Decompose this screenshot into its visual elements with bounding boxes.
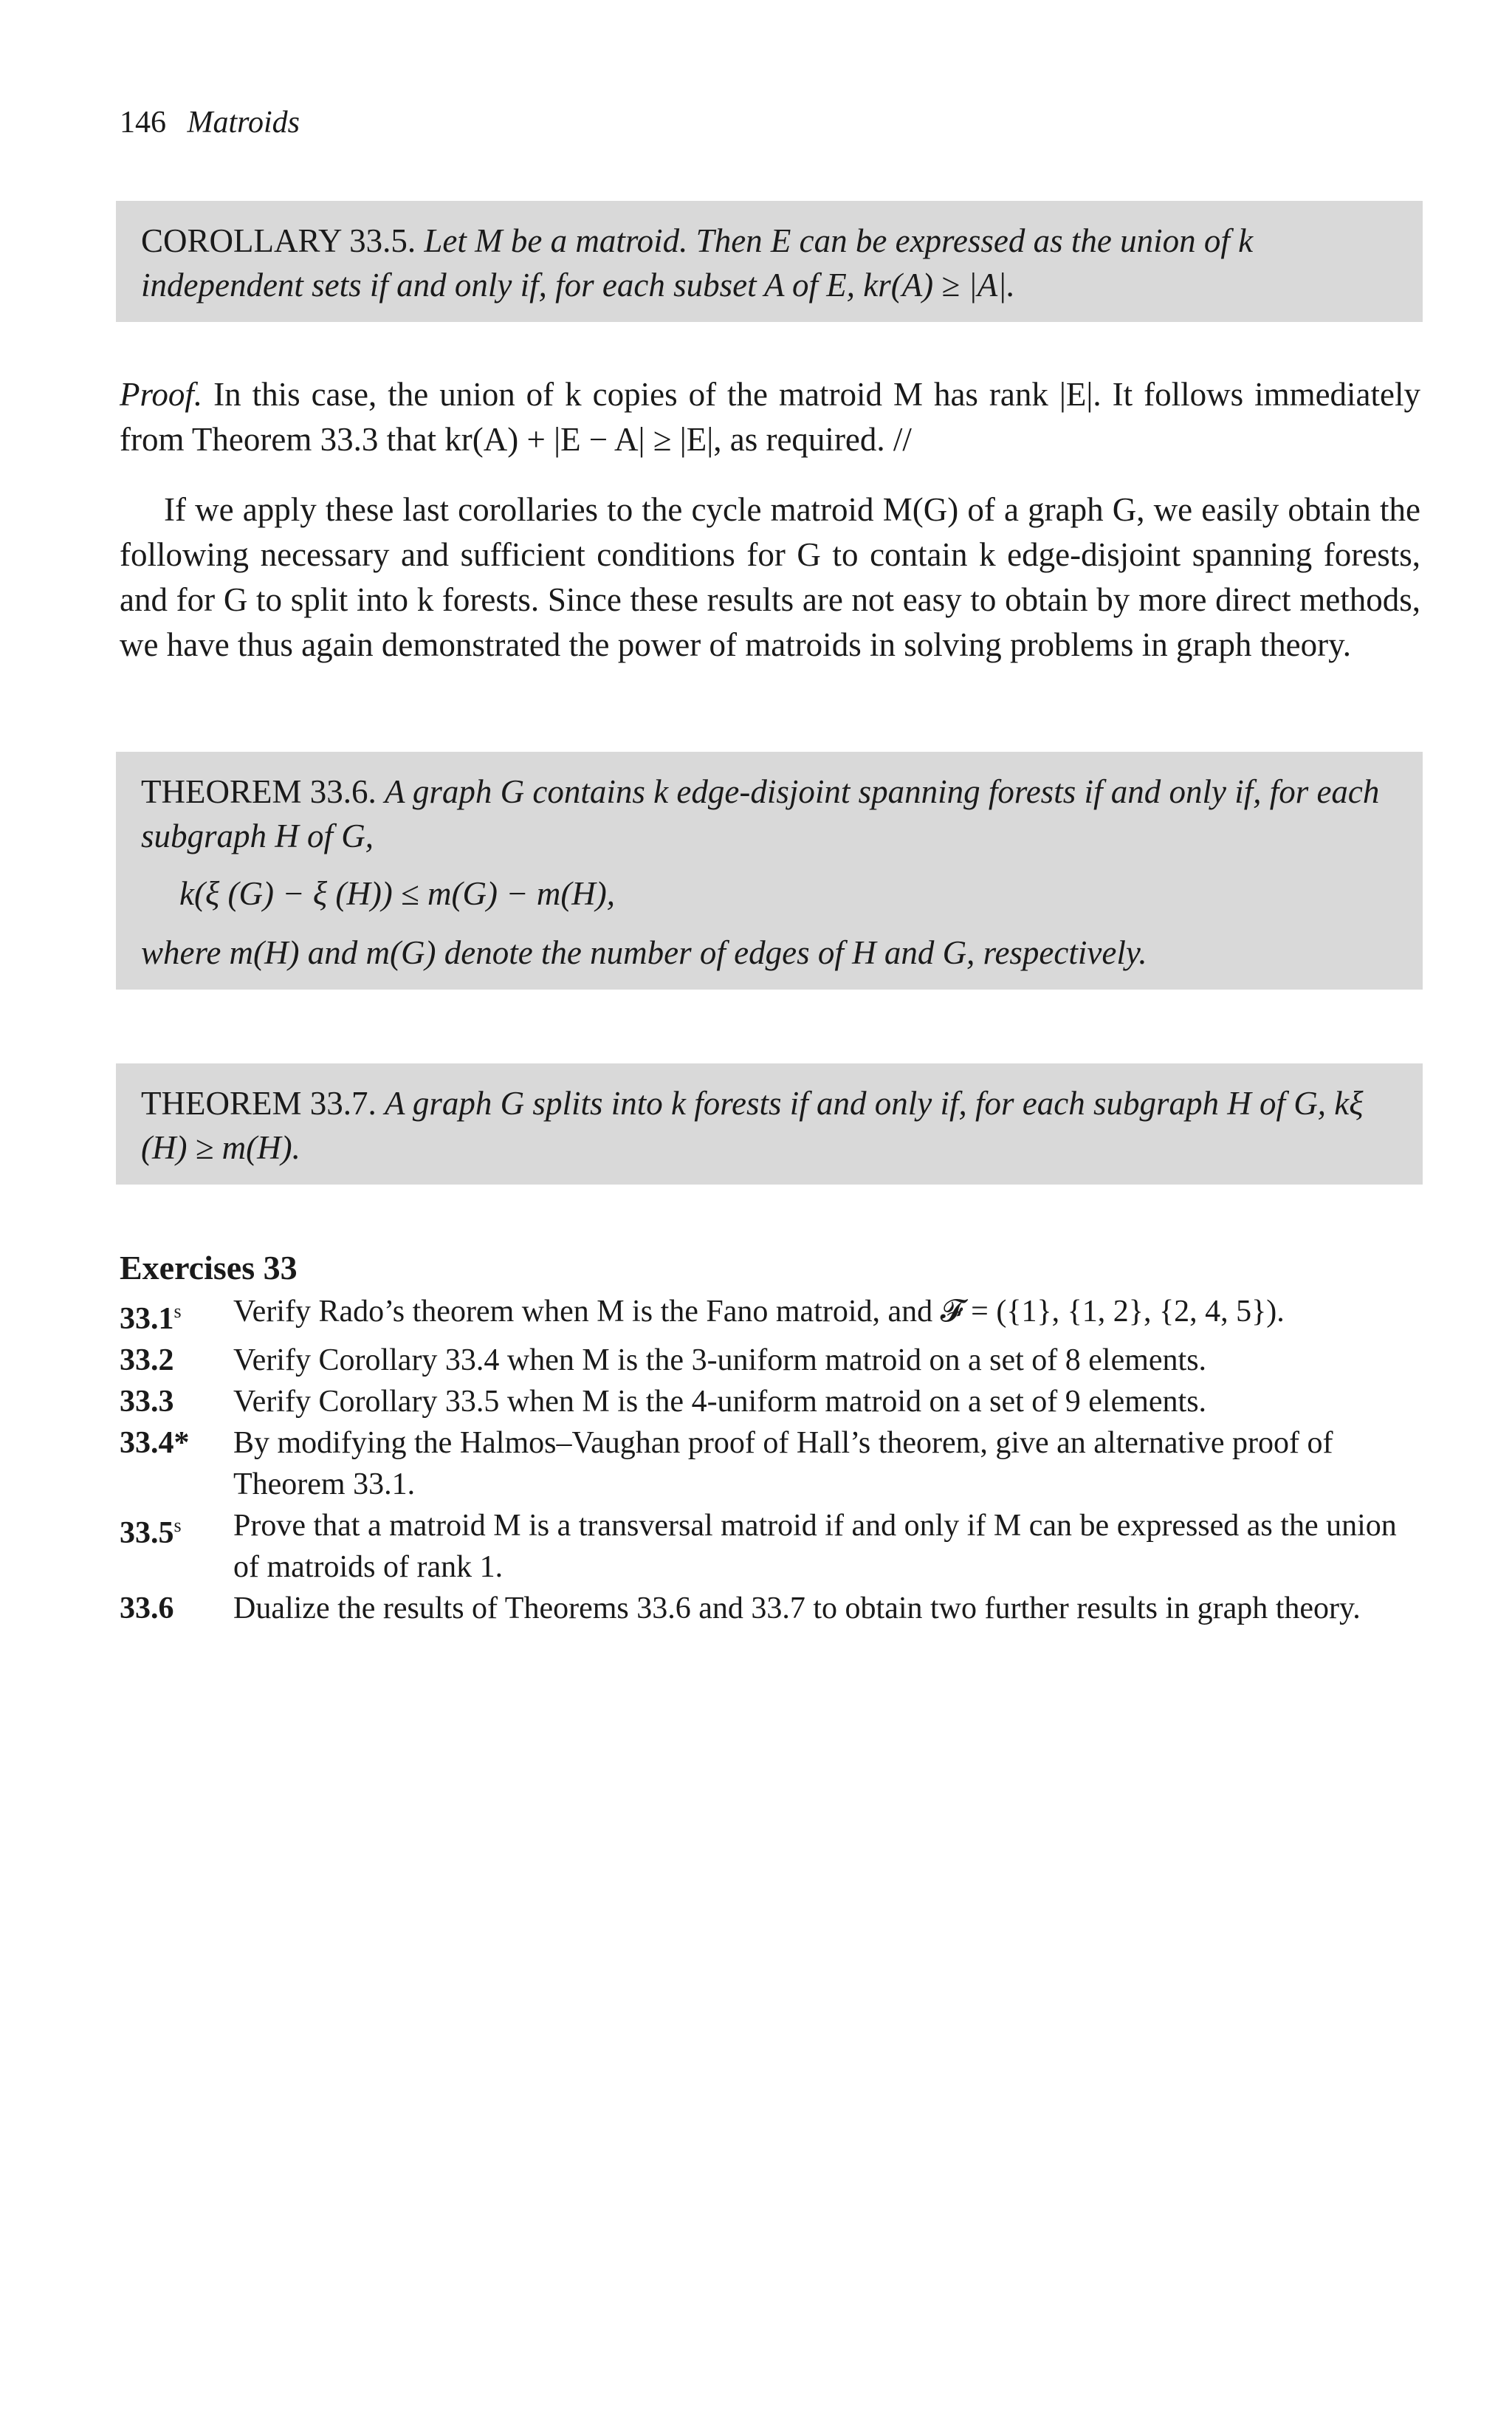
exercise-text: Verify Rado’s theorem when M is the Fano matroid, and 𝓕 = ({1}, {1, 2}, {2, 4, 5}). [233,1295,1285,1329]
running-header [120,105,300,140]
exercises-list [120,1291,1420,1629]
exercise-mark: s [173,1300,182,1322]
theorem-33-6-formula: k(ξ (G) − ξ (H)) ≤ m(G) − m(H), [179,875,616,912]
theorem-33-6-tail: where m(H) and m(G) denote the number of edges of H and G, respectively. [141,934,1147,971]
exercise-item [120,1381,1420,1422]
exercise-item [120,1340,1420,1381]
exercise-item [120,1588,1420,1629]
corollary-label: COROLLARY 33.5. [141,222,416,259]
exercise-text: Prove that a matroid M is a transversal matroid if and only if M can be expressed as the union of matroids of rank 1. [233,1509,1397,1584]
exercise-item [120,1291,1420,1340]
theorem-33-7-text: A graph G splits into k forests if and only if, for each subgraph H of G, kξ (H) ≥ m(H). [141,1085,1364,1166]
exercise-item [120,1422,1420,1505]
theorem-33-6-box [116,752,1423,990]
corollary-box [116,201,1423,322]
exercise-text: By modifying the Halmos–Vaughan proof of Hall’s theorem, give an alternative proof of Theorem 33.1. [233,1426,1333,1501]
theorem-33-6-text: A graph G contains k edge-disjoint spanning forests if and only if, for each subgraph H of G, [141,773,1380,854]
exercise-number: 33.6 [120,1591,174,1625]
exercise-text: Verify Corollary 33.5 when M is the 4-uniform matroid on a set of 9 elements. [233,1385,1207,1419]
theorem-33-7-label: THEOREM 33.7. [141,1085,377,1122]
proof-text: In this case, the union of k copies of the matroid M has rank |E|. It follows immediately from Theorem 33.3 that kr(A) + |E − A| ≥ |E|, as required. // [120,376,1421,458]
theorem-33-6-label: THEOREM 33.6. [141,773,377,810]
proof-label: Proof. [120,376,203,413]
exercise-number: 33.5 [120,1516,174,1550]
body-paragraph: If we apply these last corollaries to the cycle matroid M(G) of a graph G, we easily obtain the following necessary and sufficient conditions for G to contain k edge-disjoint spanning forests, and for G to split into k forests. Since these results are not easy to obtain by more direct methods, we have thus again demonstrated the power of matroids in solving problems in graph theory. [120,491,1420,663]
exercise-number: 33.4* [120,1426,190,1460]
running-title: Matroids [187,106,300,140]
corollary-text: Let M be a matroid. Then E can be expressed as the union of k independent sets if and only if, for each subset A of E, kr(A) ≥ |A|. [141,222,1254,304]
page-number: 146 [120,106,166,140]
theorem-33-7-box [116,1063,1423,1185]
exercise-text: Dualize the results of Theorems 33.6 and 33.7 to obtain two further results in graph theory. [233,1591,1361,1625]
exercise-number: 33.1 [120,1302,174,1336]
exercise-mark: s [173,1515,182,1536]
exercise-item [120,1505,1420,1588]
exercises-title: Exercises 33 [120,1249,298,1286]
exercise-number: 33.3 [120,1385,174,1419]
exercise-number: 33.2 [120,1343,174,1377]
proof-paragraph [120,372,1420,462]
exercise-text: Verify Corollary 33.4 when M is the 3-uniform matroid on a set of 8 elements. [233,1343,1207,1377]
